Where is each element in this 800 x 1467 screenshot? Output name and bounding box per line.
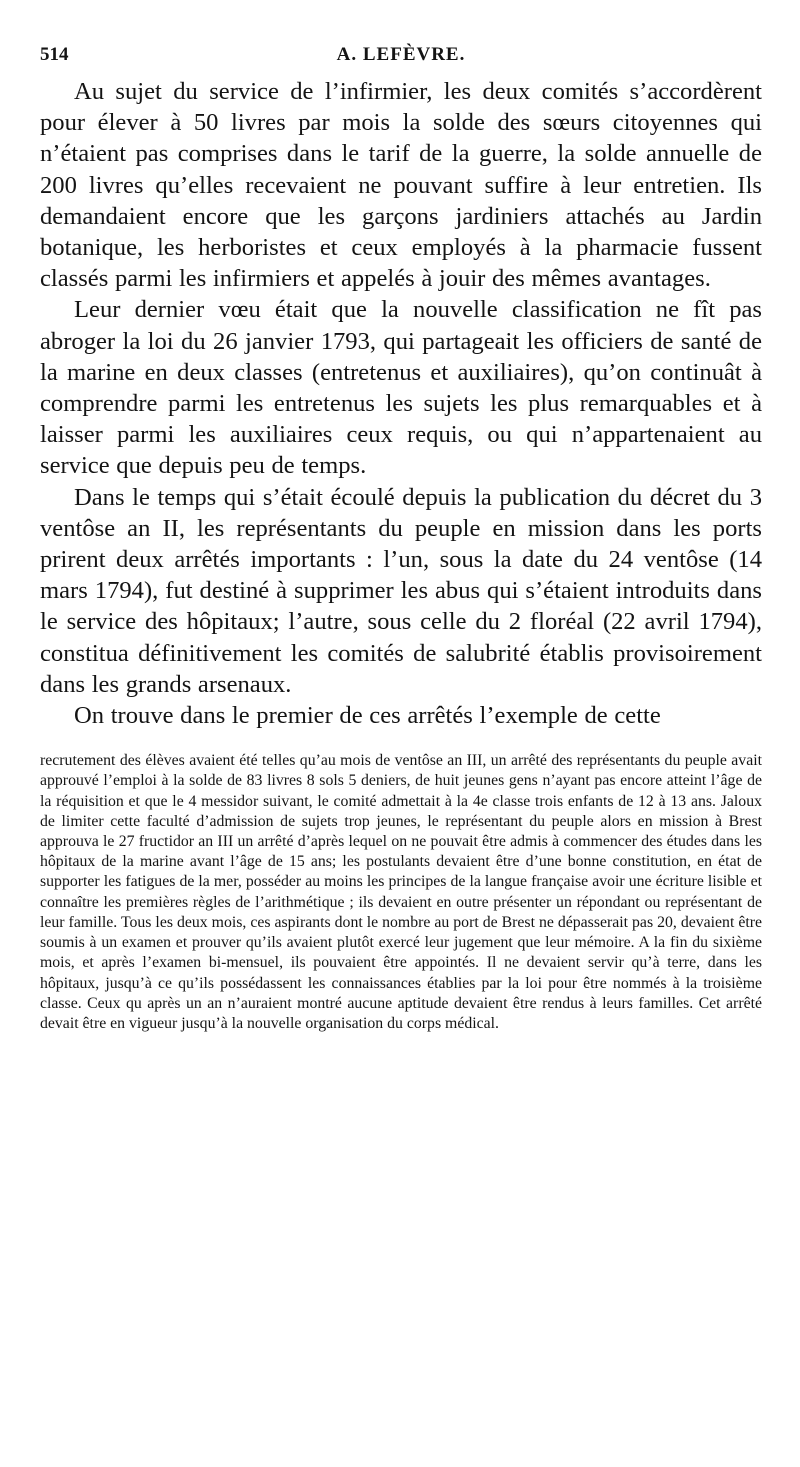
page-number: 514 <box>40 44 69 65</box>
main-text <box>40 76 762 731</box>
paragraph: On trouve dans le premier de ces arrêtés l’exemple de cette <box>74 702 661 730</box>
paragraph: Au sujet du service de l’infirmier, les deux comités s’accordèrent pour élever à 50 livres par mois la solde des sœurs citoyennes qui n’étaient pas comprises dans le tarif de la guerre, la solde annuelle de 200 livres qu’elles recevaient ne pouvant suffire à leur entretien. Ils demandaient encore que les garçons jardiniers attachés au Jardin botanique, les herboristes et ceux employés à la pharmacie fussent classés parmi les infirmiers et appelés à jouir des mêmes avantages. <box>40 78 762 293</box>
footnote-text: recrutement des élèves avaient été telles qu’au mois de ventôse an III, un arrêté des représentants du peuple avait approuvé l’emploi à la solde de 83 livres 8 sols 5 deniers, de huit jeunes gens n’ayant pas encore atteint l’âge de la réquisition et que le 4 messidor suivant, le comité admettait à la 4e classe trois enfants de 12 à 13 ans. Jaloux de limiter cette faculté d’admission de sujets trop jeunes, le représentant du peuple alors en mission à Brest approuva le 27 fructidor an III un arrêté d’après lequel on ne pouvait être admis à commencer des études dans les hôpitaux de la marine avant l’âge de 15 ans; les postulants devaient être d’une bonne constitution, en état de supporter les fatigues de la mer, posséder au moins les principes de la langue française avoir une écriture lisible et connaître les premières règles de l’arithmétique ; ils devaient en outre présenter un répondant ou représentant de leur famille. Tous les deux mois, ces aspirants dont le nombre au port de Brest ne dépasserait pas 20, devaient être soumis à un examen et prouver qu’ils avaient plutôt exercé leur jugement que leur mémoire. A la fin du sixième mois, et après l’examen bi-mensuel, ils pouvaient être appointés. Il ne devaient servir qu’à terre, dans les hôpitaux, jusqu’à ce qu’ils possédassent les connaissances établies par la loi pour être nommés à la troisième classe. Ceux qu après un an n’auraient montré aucune aptitude devaient être rendus à leurs familles. Cet arrêté devait être en vigueur jusqu’à la nouvelle organisation du corps médical. <box>40 752 762 1032</box>
page-header <box>40 40 762 76</box>
paragraph: Dans le temps qui s’était écoulé depuis la publication du décret du 3 ventôse an II, les représentants du peuple en mission dans les ports prirent deux arrêtés importants : l’un, sous la date du 24 ventôse (14 mars 1794), fut destiné à supprimer les abus qui s’étaient introduits dans le service des hôpitaux; l’autre, sous celle du 2 floréal (22 avril 1794), constitua définitivement les comités de salubrité établis provisoirement dans les grands arsenaux. <box>40 483 762 698</box>
book-page <box>40 40 762 1034</box>
running-head: A. LEFÈVRE. <box>336 44 466 65</box>
paragraph: Leur dernier vœu était que la nouvelle classification ne fît pas abroger la loi du 26 janvier 1793, qui partageait les officiers de santé de la marine en deux classes (entretenus et auxiliaires), qu’on continuât à comprendre parmi les entretenus les sujets les plus remarquables et à laisser parmi les auxiliaires ceux requis, ou qui n’appartenaient au service que depuis peu de temps. <box>40 296 762 480</box>
footnote <box>40 751 762 1034</box>
